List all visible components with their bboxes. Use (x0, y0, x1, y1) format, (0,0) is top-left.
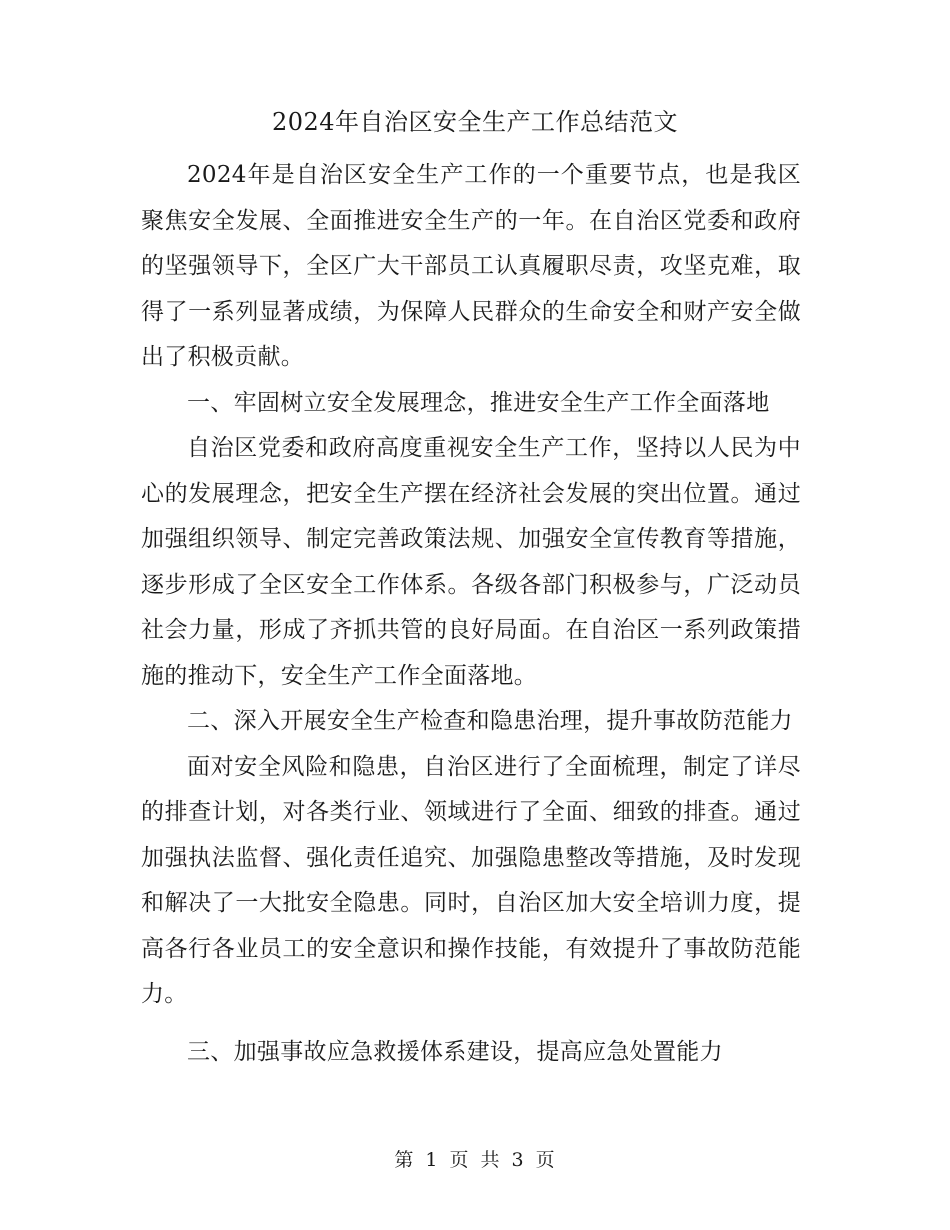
section-heading-1: 一、牢固树立安全发展理念，推进安全生产工作全面落地 (187, 389, 770, 416)
document-title: 2024年自治区安全生产工作总结范文 (271, 108, 679, 136)
section-paragraph-1: 自治区党委和政府高度重视安全生产工作，坚持以人民为中心的发展理念，把安全生产摆在经济社会发展的突出位置。通过加强组织领导、制定完善政策法规、加强安全宣传教育等措施，逐步形成了全区安全工作体系。各级各部门积极参与，广泛动员社会力量，形成了齐抓共管的良好局面。在自治区一系列政策措施的推动下，安全生产工作全面落地。 (141, 435, 801, 689)
page-number-footer: 第 1 页 共 3 页 (394, 1149, 556, 1171)
intro-paragraph: 2024年是自治区安全生产工作的一个重要节点，也是我区聚焦安全发展、全面推进安全生产的一年。在自治区党委和政府的坚强领导下，全区广大干部员工认真履职尽责，攻坚克难，取得了一系列显著成绩，为保障人民群众的生命安全和财产安全做出了积极贡献。 (141, 162, 801, 370)
document-body (141, 153, 801, 1075)
section-heading-3: 三、加强事故应急救援体系建设，提高应急处置能力 (187, 1038, 723, 1065)
section-paragraph-2: 面对安全风险和隐患，自治区进行了全面梳理，制定了详尽的排查计划，对各类行业、领域进行了全面、细致的排查。通过加强执法监督、强化责任追究、加强隐患整改等措施，及时发现和解决了一大批安全隐患。同时，自治区加大安全培训力度，提高各行各业员工的安全意识和操作技能，有效提升了事故防范能力。 (141, 753, 801, 1007)
section-heading-2: 二、深入开展安全生产检查和隐患治理，提升事故防范能力 (187, 708, 793, 734)
